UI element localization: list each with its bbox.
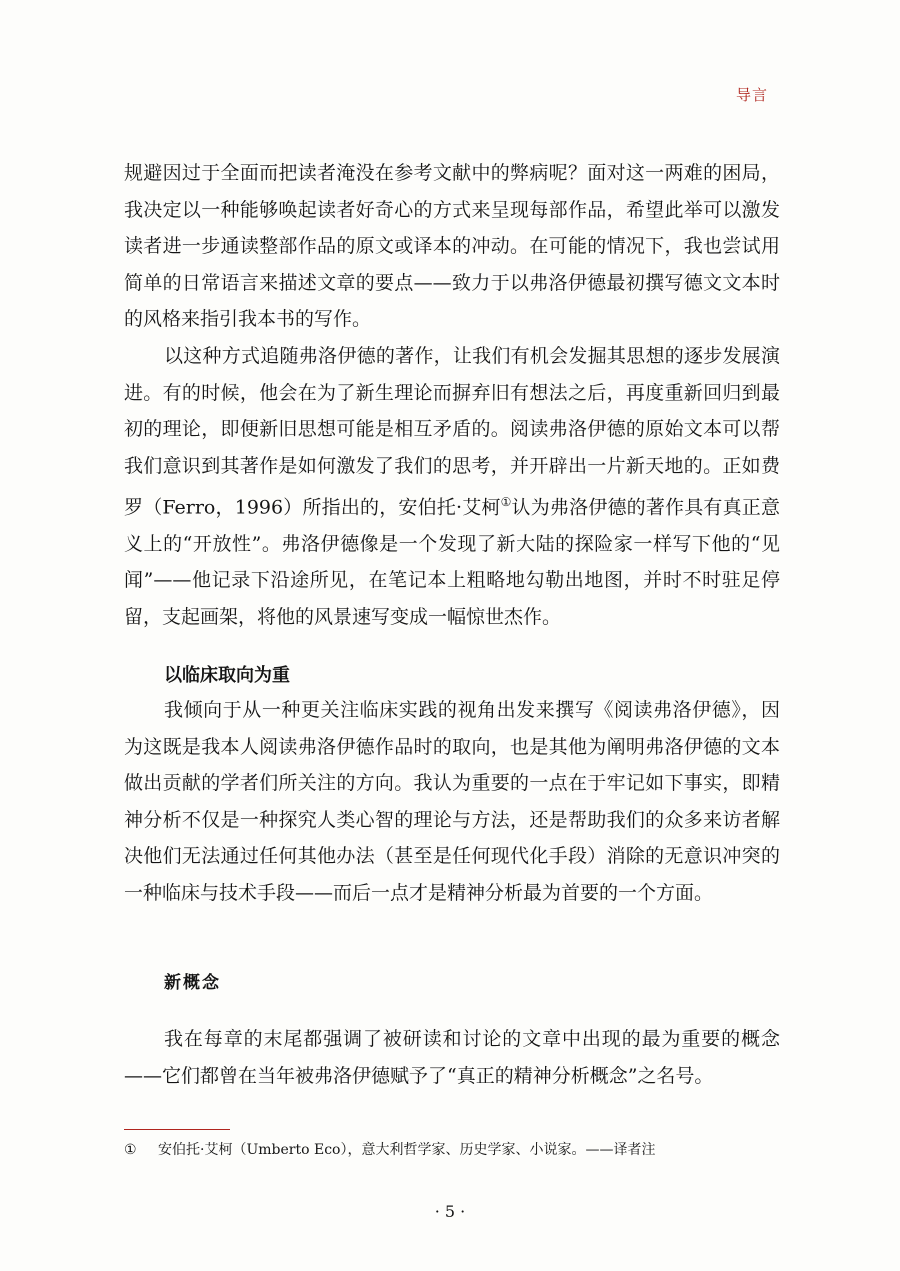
footnote-divider [124,1129,230,1130]
running-head: 导言 [736,86,769,104]
paragraph-2-text-b: 认为弗洛伊德的著作具有真正意义上的“开放性”。弗洛伊德像是一个发现了新大陆的探险家一样写下他的“见闻”——他记录下沿途所见，在笔记本上粗略地勾勒出地图，并时不时驻足停留，支起画架，将他的风景速写变成一幅惊世杰作。 [124,496,780,628]
footnote [124,1140,655,1160]
footnote-text: 安伯托·艾柯（Umberto Eco），意大利哲学家、历史学家、小说家。——译者注 [158,1142,656,1158]
section-heading: 以临床取向为重 [164,665,290,686]
paragraph-2-text-a: 以这种方式追随弗洛伊德的著作，让我们有机会发掘其思想的逐步发展演进。有的时候，他会在为了新生理论而摒弃旧有想法之后，再度重新回归到最初的理论，即便新旧思想可能是相互矛盾的。阅读弗洛伊德的原始文本可以帮我们意识到其著作是如何激发了我们的思考，并开辟出一片新天地的。正如费罗（Ferro，1996）所指出的，安伯托·艾柯 [124,345,780,519]
body-paragraph-1: 规避因过于全面而把读者淹没在参考文献中的弊病呢？面对这一两难的困局，我决定以一种能够唤起读者好奇心的方式来呈现每部作品，希望此举可以激发读者进一步通读整部作品的原文或译本的冲动。在可能的情况下，我也尝试用简单的日常语言来描述文章的要点——致力于以弗洛伊德最初撰写德文文本时的风格来指引我本书的写作。 [124,162,780,330]
body-paragraph-4: 我在每章的末尾都强调了被研读和讨论的文章中出现的最为重要的概念——它们都曾在当年被弗洛伊德赋予了“真正的精神分析概念”之名号。 [124,1028,780,1087]
page-number: · 5 · [434,1202,466,1221]
subheading: 新概念 [164,973,221,993]
footnote-mark: ① [124,1142,137,1158]
body-paragraph-3: 我倾向于从一种更关注临床实践的视角出发来撰写《阅读弗洛伊德》，因为这既是我本人阅读弗洛伊德作品时的取向，也是其他为阐明弗洛伊德的文本做出贡献的学者们所关注的方向。我认为重要的一点在于牢记如下事实，即精神分析不仅是一种探究人类心智的理论与方法，还是帮助我们的众多来访者解决他们无法通过任何其他办法（甚至是任何现代化手段）消除的无意识冲突的一种临床与技术手段——而后一点才是精神分析最为首要的一个方面。 [124,699,780,904]
body-paragraph-2 [124,338,780,635]
footnote-reference: ① [500,495,512,509]
